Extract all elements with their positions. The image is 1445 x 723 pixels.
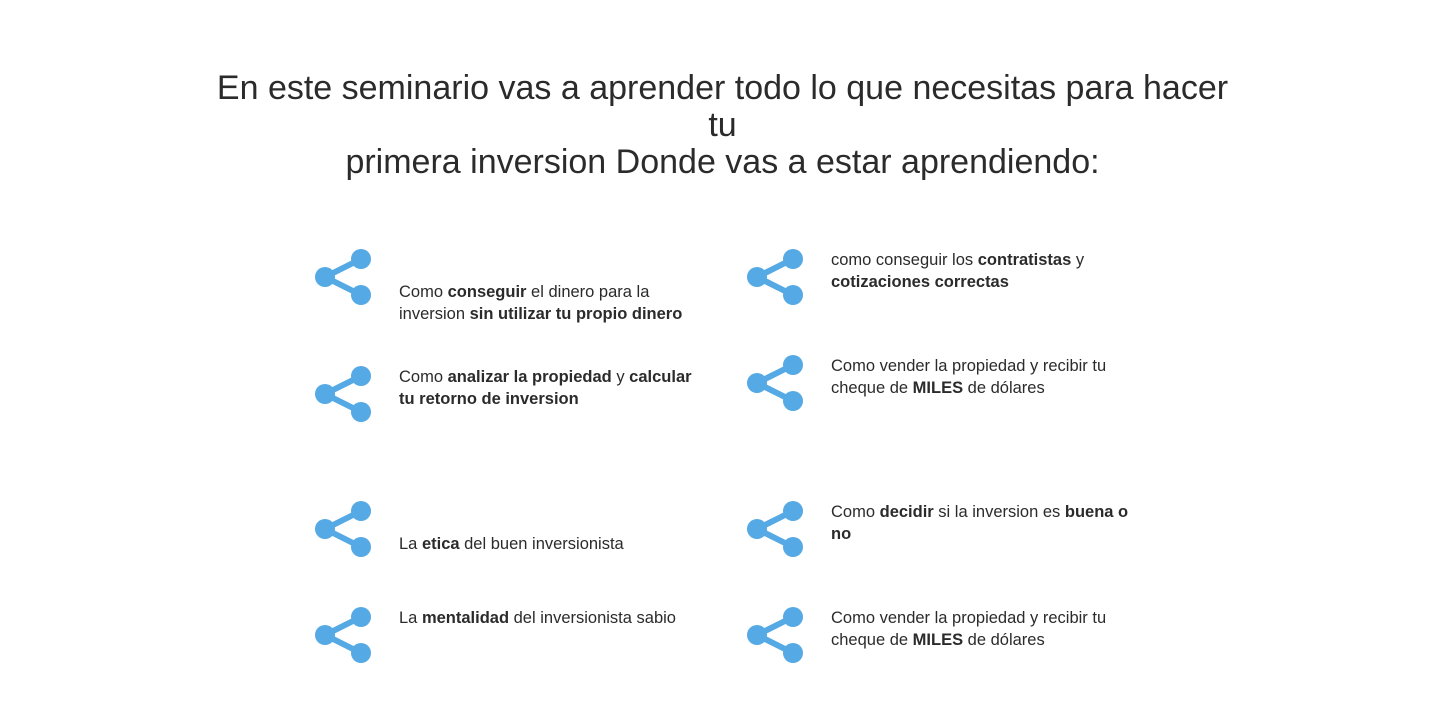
feature-text <box>831 355 1141 399</box>
text-part-bold: calcular tu retorno de inversion <box>399 368 692 408</box>
feature-item <box>745 499 1145 579</box>
feature-text <box>831 501 1141 545</box>
text-part: La <box>399 535 422 553</box>
text-part: Como <box>831 503 880 521</box>
text-part: de dólares <box>963 379 1045 397</box>
share-icon <box>313 605 373 665</box>
text-part-bold: contratistas <box>977 251 1072 269</box>
text-part-bold: cotizaciones correctas <box>831 273 1009 291</box>
text-part-bold: analizar la propiedad <box>447 368 612 386</box>
feature-item <box>313 499 713 579</box>
feature-text <box>399 607 709 629</box>
text-part-bold: sin utilizar tu propio dinero <box>469 305 683 323</box>
text-part-bold: MILES <box>912 379 964 397</box>
section-headline <box>200 70 1245 181</box>
text-part: Como <box>399 283 448 301</box>
feature-text <box>831 249 1141 293</box>
feature-item <box>313 247 713 327</box>
feature-item <box>745 247 1145 327</box>
feature-item <box>313 364 713 444</box>
share-icon <box>745 247 805 307</box>
text-part: si la inversion es <box>933 503 1065 521</box>
share-icon <box>745 605 805 665</box>
text-part: el dinero para la inversion <box>399 283 650 323</box>
text-part: y <box>1071 251 1085 269</box>
share-icon <box>313 247 373 307</box>
feature-item <box>745 353 1145 433</box>
feature-text <box>831 607 1141 651</box>
text-part-bold: buena o no <box>831 503 1129 543</box>
text-part-bold: etica <box>421 535 460 553</box>
text-part: Como vender la propiedad y recibir tu cheque de <box>831 609 1107 649</box>
text-part: Como vender la propiedad y recibir tu cheque de <box>831 357 1107 397</box>
share-icon <box>745 499 805 559</box>
text-part-bold: decidir <box>879 503 934 521</box>
text-part-bold: mentalidad <box>421 609 510 627</box>
feature-text <box>399 281 709 325</box>
text-part: La <box>399 609 422 627</box>
text-part: y <box>611 368 630 386</box>
text-part: del inversionista sabio <box>509 609 676 627</box>
headline-line-1: En este seminario vas a aprender todo lo que necesitas para hacer tu <box>216 69 1229 144</box>
share-icon <box>313 364 373 424</box>
feature-item <box>745 605 1145 685</box>
text-part-bold: conseguir <box>447 283 527 301</box>
text-part: como conseguir los <box>831 251 978 269</box>
share-icon <box>745 353 805 413</box>
headline-line-2: primera inversion Donde vas a estar aprendiendo: <box>345 143 1100 181</box>
text-part-bold: MILES <box>912 631 964 649</box>
text-part: del buen inversionista <box>459 535 624 553</box>
feature-item <box>313 605 713 685</box>
feature-text <box>399 366 709 410</box>
text-part: Como <box>399 368 448 386</box>
feature-text <box>399 533 709 555</box>
share-icon <box>313 499 373 559</box>
text-part: de dólares <box>963 631 1045 649</box>
